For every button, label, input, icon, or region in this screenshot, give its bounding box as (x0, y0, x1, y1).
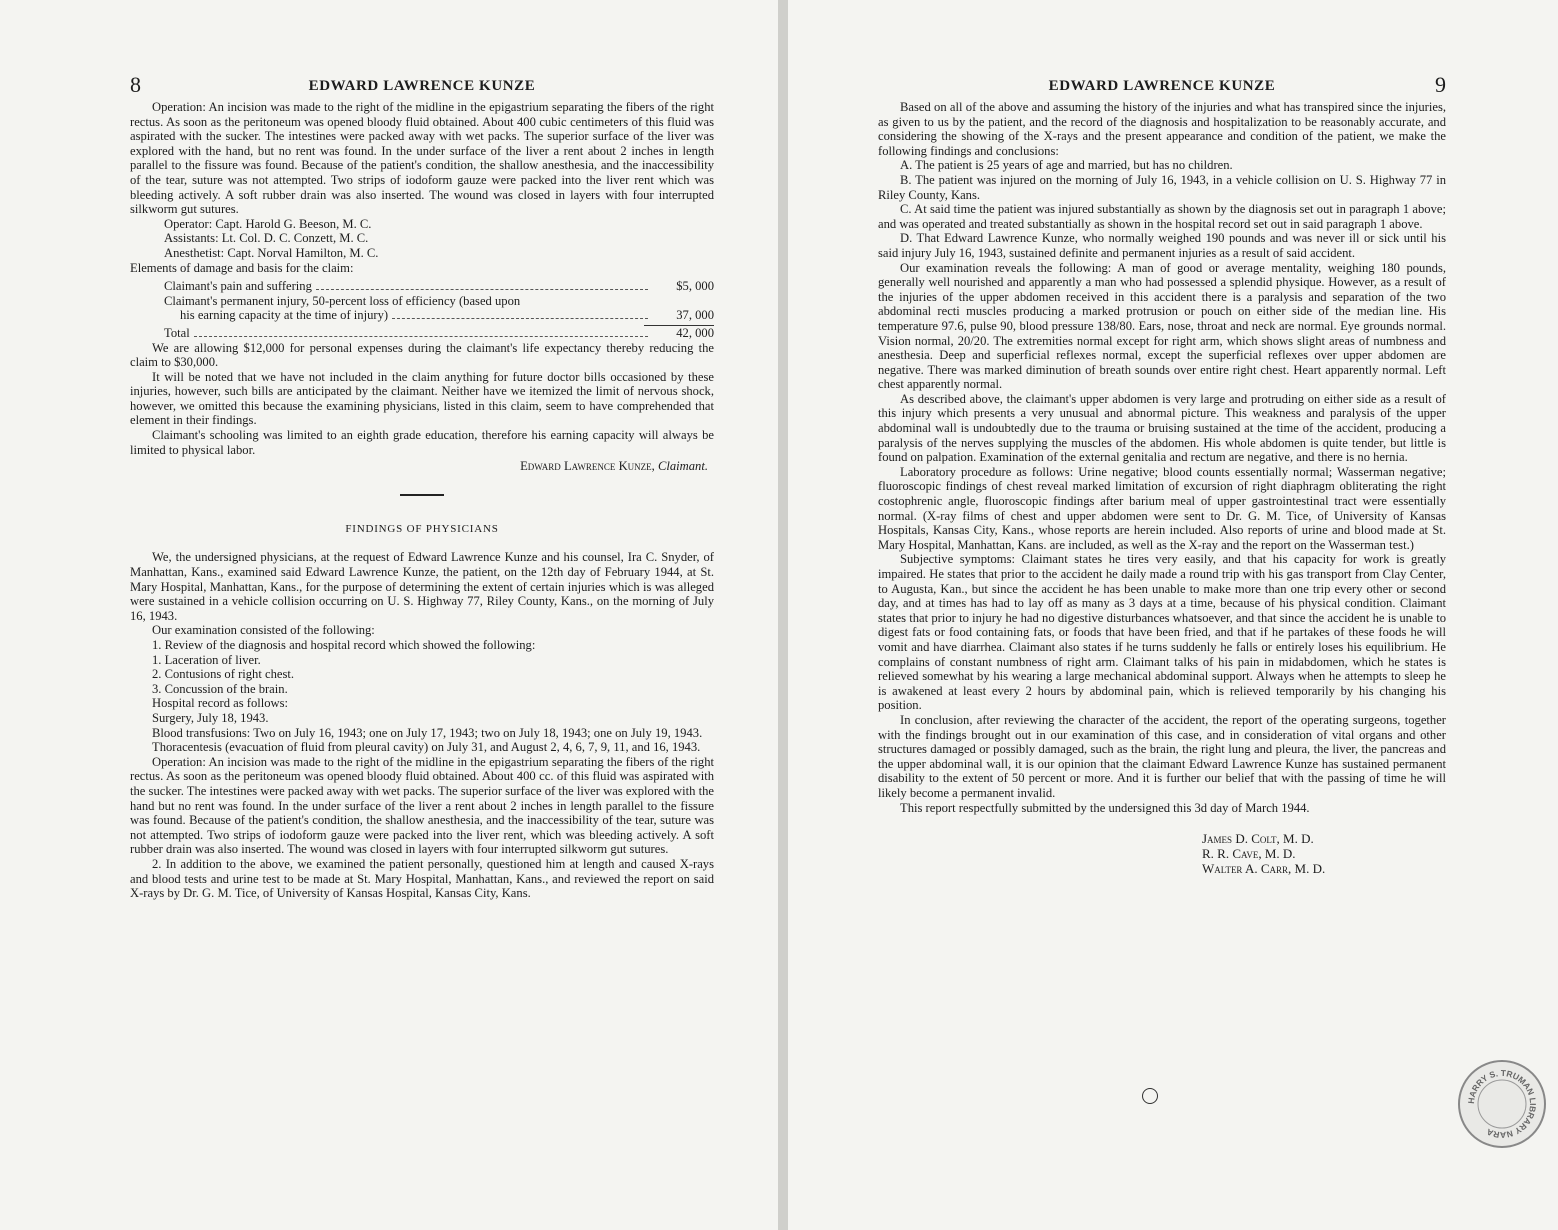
assistants-line: Assistants: Lt. Col. D. C. Conzett, M. C. (164, 231, 369, 246)
allowing-paragraph: We are allowing $12,000 for personal expenses during the claimant's life expectancy thereby reducing the claim to $30,000. (130, 340, 714, 370)
diagnosis-item-3: 3. Concussion of the brain. (152, 681, 288, 696)
based-paragraph: Based on all of the above and assuming the history of the injuries and what has transpired since the injuries, as given to us by the patient, and the record of the diagnosis and hospitalization to be reasonably accurate, and considering the showing of the X-rays and the present appearance and condition of the patient, we make the following findings and conclusions: (878, 100, 1446, 158)
noted-paragraph: It will be noted that we have not included in the claim anything for future doctor bills occasioned by these injuries, however, such bills are anticipated by the claimant. Neither have we itemized the limit of nervous shock, however, we omitted this because the examining physicians, listed in this claim, seem to have comprehended that element in their findings. (130, 369, 714, 428)
operator-line: Operator: Capt. Harold G. Beeson, M. C. (164, 216, 372, 231)
running-title: EDWARD LAWRENCE KUNZE (308, 78, 536, 94)
leader-dots (316, 289, 648, 290)
operation-paragraph-2: Operation: An incision was made to the right of the midline in the epigastrium separating the fibers of the right rectus. As soon as the peritoneum was opened bloody fluid obtained. About 400 cc. of this fluid was aspirated with the sucker. The intestines were packed away with wet packs. The superior surface of the liver was explored with the hand but no rent was found. In the under surface of the liver a rent about 2 inches in length parallel to the fissure was found. Because of the patient's condition, the shallow anesthesia, and the inaccessibility of the tear, suture was not attempted. Two strips of iodoform gauze were packed into the liver rent, which was bleeding actively. A soft rubber drain was also inserted. The wound was closed in layers with four interrupted silkworm gut sutures. (130, 754, 714, 857)
exam-intro: Our examination consisted of the following: (152, 623, 375, 638)
exam-item-1: 1. Review of the diagnosis and hospital record which showed the following: (152, 638, 536, 652)
running-title: EDWARD LAWRENCE KUNZE (1048, 78, 1276, 94)
exam-item-2: 2. In addition to the above, we examined the patient personally, questioned him at length and caused X-rays and blood tests and urine test to be made at St. Mary Hospital, Manhattan, Kans., and reviewed the report on said X-rays by Dr. G. M. Tice, of University of Kansas Hospital, Kansas City, Kans. (130, 856, 714, 901)
signer-3: Walter A. Carr, M. D. (1202, 861, 1326, 877)
signer-1: James D. Colt, M. D. (1202, 831, 1314, 847)
section-divider (400, 494, 444, 496)
finding-d: D. That Edward Lawrence Kunze, who normally weighed 190 pounds and was never ill or sick until his said injury July 16, 1943, sustained definite and permanent injuries as a result of said accident. (878, 231, 1446, 260)
physician-signatures (878, 831, 1446, 876)
stamp-seal (1460, 1062, 1544, 1146)
page-number: 8 (130, 72, 141, 97)
claim-amount: $5, 000 (676, 279, 714, 294)
signer-2: R. R. Cave, M. D. (1202, 846, 1296, 862)
claim-label: Claimant's permanent injury, 50-percent loss of efficiency (based upon (164, 293, 521, 308)
punch-hole (1142, 1088, 1158, 1104)
left-body (130, 100, 714, 901)
leader-dots (194, 336, 648, 337)
operation-paragraph: Operation: An incision was made to the right of the midline in the epigastrium separating the fibers of the right rectus. As soon as the peritoneum was opened bloody fluid obtained. About 400 cubic centimeters of this fluid was aspirated with the sucker. The intestines were packed away with wet packs. The superior surface of the liver was explored with the hand, but no rent was found. In the under surface of the liver a rent about 2 inches in length parallel to the fissure was found. Because of the patient's condition, the shallow anesthesia, and the inaccessibility of the tear, suture was not attempted. Two strips of iodoform gauze were packed into the liver rent which was bleeding actively. A soft rubber drain was also inserted. The wound was closed in layers with four interrupted silkworm gut sutures. (130, 100, 714, 217)
diagnosis-item-1: 1. Laceration of liver. (152, 652, 261, 667)
finding-c: C. At said time the patient was injured substantially as shown by the diagnosis set out in paragraph 1 above; and was operated and treated substantially as shown in the hospital record set out in said paragraph 1 above. (878, 202, 1446, 231)
claim-row-total (130, 326, 714, 341)
page-right (788, 0, 1558, 1230)
claim-table (130, 279, 714, 340)
page-header (878, 72, 1446, 100)
schooling-paragraph: Claimant's schooling was limited to an eighth grade education, therefore his earning capacity will always be limited to physical labor. (130, 428, 714, 457)
page-header (130, 72, 714, 100)
claim-amount: 37, 000 (676, 308, 714, 323)
claim-row-pain (130, 279, 714, 294)
thoracentesis: Thoracentesis (evacuation of fluid from pleural cavity) on July 31, and August 2, 4, 6, 7, 9, 11, and 16, 1943. (152, 740, 701, 755)
leader-dots (392, 318, 648, 319)
laboratory-paragraph: Laboratory procedure as follows: Urine negative; blood counts essentially normal; Wasserman negative; fluoroscopic findings of chest reveal marked limitation of excursion of right diaphragm obliterating the right costophrenic angle, fluoroscopic findings after barium meal of upper gastrointestinal tract were essentially normal. (X-ray films of chest and upper abdomen were sent to Dr. G. M. Tice, of University of Kansas Hospitals, Kansas City, Kans., whose reports are herein included. Also reports of urine and blood made at St. Mary Hospital, Manhattan, Kans. are included, as well as the X-ray and the report on the Wasserman test.) (878, 464, 1446, 552)
findings-heading: FINDINGS OF PHYSICIANS (345, 522, 499, 535)
hospital-record-heading: Hospital record as follows: (152, 696, 289, 711)
elements-heading: Elements of damage and basis for the claim: (130, 260, 354, 275)
described-paragraph: As described above, the claimant's upper abdomen is very large and protruding on either side as a result of this injury which presents a very unusual and abnormal picture. This weakness and paralysis of the upper abdominal wall is undoubtedly due to the trauma or bruising sustained at the time of the accident, producing a paralysis of the nerves supplying the muscles of the abdomen. His whole abdomen is quite tender, but little is found on palpation. Examination of the external genitalia and rectum are negative, and there is no hernia. (878, 391, 1446, 465)
signature-name: Edward Lawrence Kunze, (520, 459, 655, 474)
right-body (878, 100, 1446, 815)
claim-row-injury-2 (130, 308, 714, 323)
finding-a: A. The patient is 25 years of age and married, but has no children. (900, 158, 1233, 173)
stamp-text: HARRY S. TRUMAN LIBRARY NARA (1465, 1067, 1539, 1141)
svg-text:HARRY S. TRUMAN LIBRARY NARA (1466, 1068, 1538, 1140)
surgery-line: Surgery, July 18, 1943. (152, 710, 269, 725)
subjective-paragraph: Subjective symptoms: Claimant states he tires very easily, and that his capacity for work is greatly impaired. He states that prior to the accident he daily made a round trip with his gas transport from Clay Center, to Augusta, Kan., but since the accident he has been unable to make more than one trip every other or second day, and at times has had to lay off as many as 3 days at a time, because of his physical condition. Claimant states that prior to injury he had no digestive disturbances whatsoever, and that since the accident he is unable to digest fats or food containing fats, or foods that have been fried, and that if he partakes of these foods he will vomit and have diarrhea. Claimant also states if he turns suddenly he falls or entirely loses his equilibrium. He complains of constant numbness of right arm. Claimant talks of his pain in midabdomen, which he states is relieved somewhat by his wearing a large mechanical abdominal support. Always when he attempts to sleep he is awakened at least every 2 hours by abdominal pain, which is relieved temporarily by his changing his position. (878, 552, 1446, 713)
claim-label: Claimant's pain and suffering (164, 279, 312, 294)
claim-row-injury-1 (130, 294, 714, 309)
diagnosis-item-2: 2. Contusions of right chest. (152, 667, 295, 682)
blood-transfusions: Blood transfusions: Two on July 16, 1943; one on July 17, 1943; two on July 18, 1943; one on July 19, 1943. (152, 725, 703, 740)
total-amount: 42, 000 (676, 325, 714, 340)
submitted-paragraph: This report respectfully submitted by the undersigned this 3d day of March 1944. (900, 800, 1310, 815)
reveals-paragraph: Our examination reveals the following: A man of good or average mentality, weighing 180 pounds, generally well nourished and apparently a man who had possessed a splendid physique. However, as a result of the injuries of the upper abdomen received in this accident there is a paralysis and separation of the two abdominal recti muscles producing a marked protrusion or pouch on either side of the median line. His temperature 97.6, pulse 90, blood pressure 138/80. Ears, nose, throat and neck are normal. Eye grounds normal. Vision normal, 20/20. The extremities normal except for right arm, which shows slight areas of numbness and anesthesia. Deep and superficial reflexes normal, except the superficial reflexes over upper abdomen are negative. There was marked diminution of breath sounds over entire right chest. Heart apparently normal. Left chest apparently normal. (878, 260, 1446, 392)
page-gutter (778, 0, 788, 1230)
signature-role: Claimant. (657, 459, 708, 474)
finding-b: B. The patient was injured on the morning of July 16, 1943, in a vehicle collision on U. S. Highway 77 in Riley County, Kans. (878, 172, 1446, 202)
undersigned-paragraph: We, the undersigned physicians, at the request of Edward Lawrence Kunze and his counsel, Ira C. Snyder, of Manhattan, Kans., examined said Edward Lawrence Kunze, the patient, on the 12th day of February 1944, at St. Mary Hospital, Manhattan, Kans., for the purpose of determining the extent of certain injuries which is was alleged were sustained in a vehicle collision occurring on U. S. Highway 77, Riley County, Kans., on the morning of July 16, 1943. (130, 550, 714, 623)
page-left (0, 0, 778, 1230)
total-label: Total (164, 325, 190, 340)
page-number: 9 (1435, 72, 1446, 97)
conclusion-paragraph: In conclusion, after reviewing the character of the accident, the report of the operating surgeons, together with the findings brought out in our examination of this case, and in consideration of vital organs and other structures damaged or possibly damaged, such as the brain, the right lung and pleura, the liver, the pancreas and the upper abdominal wall, it is our opinion that the claimant Edward Lawrence Kunze has sustained permanent disability to the extent of 50 percent or more. And it is further our belief that with the passing of time he will likely become a permanent invalid. (878, 712, 1446, 800)
anesthetist-line: Anesthetist: Capt. Norval Hamilton, M. C. (164, 245, 379, 260)
claimant-signature (130, 459, 714, 474)
claim-label: his earning capacity at the time of injury) (180, 308, 389, 323)
library-stamp-icon (1458, 1060, 1546, 1148)
